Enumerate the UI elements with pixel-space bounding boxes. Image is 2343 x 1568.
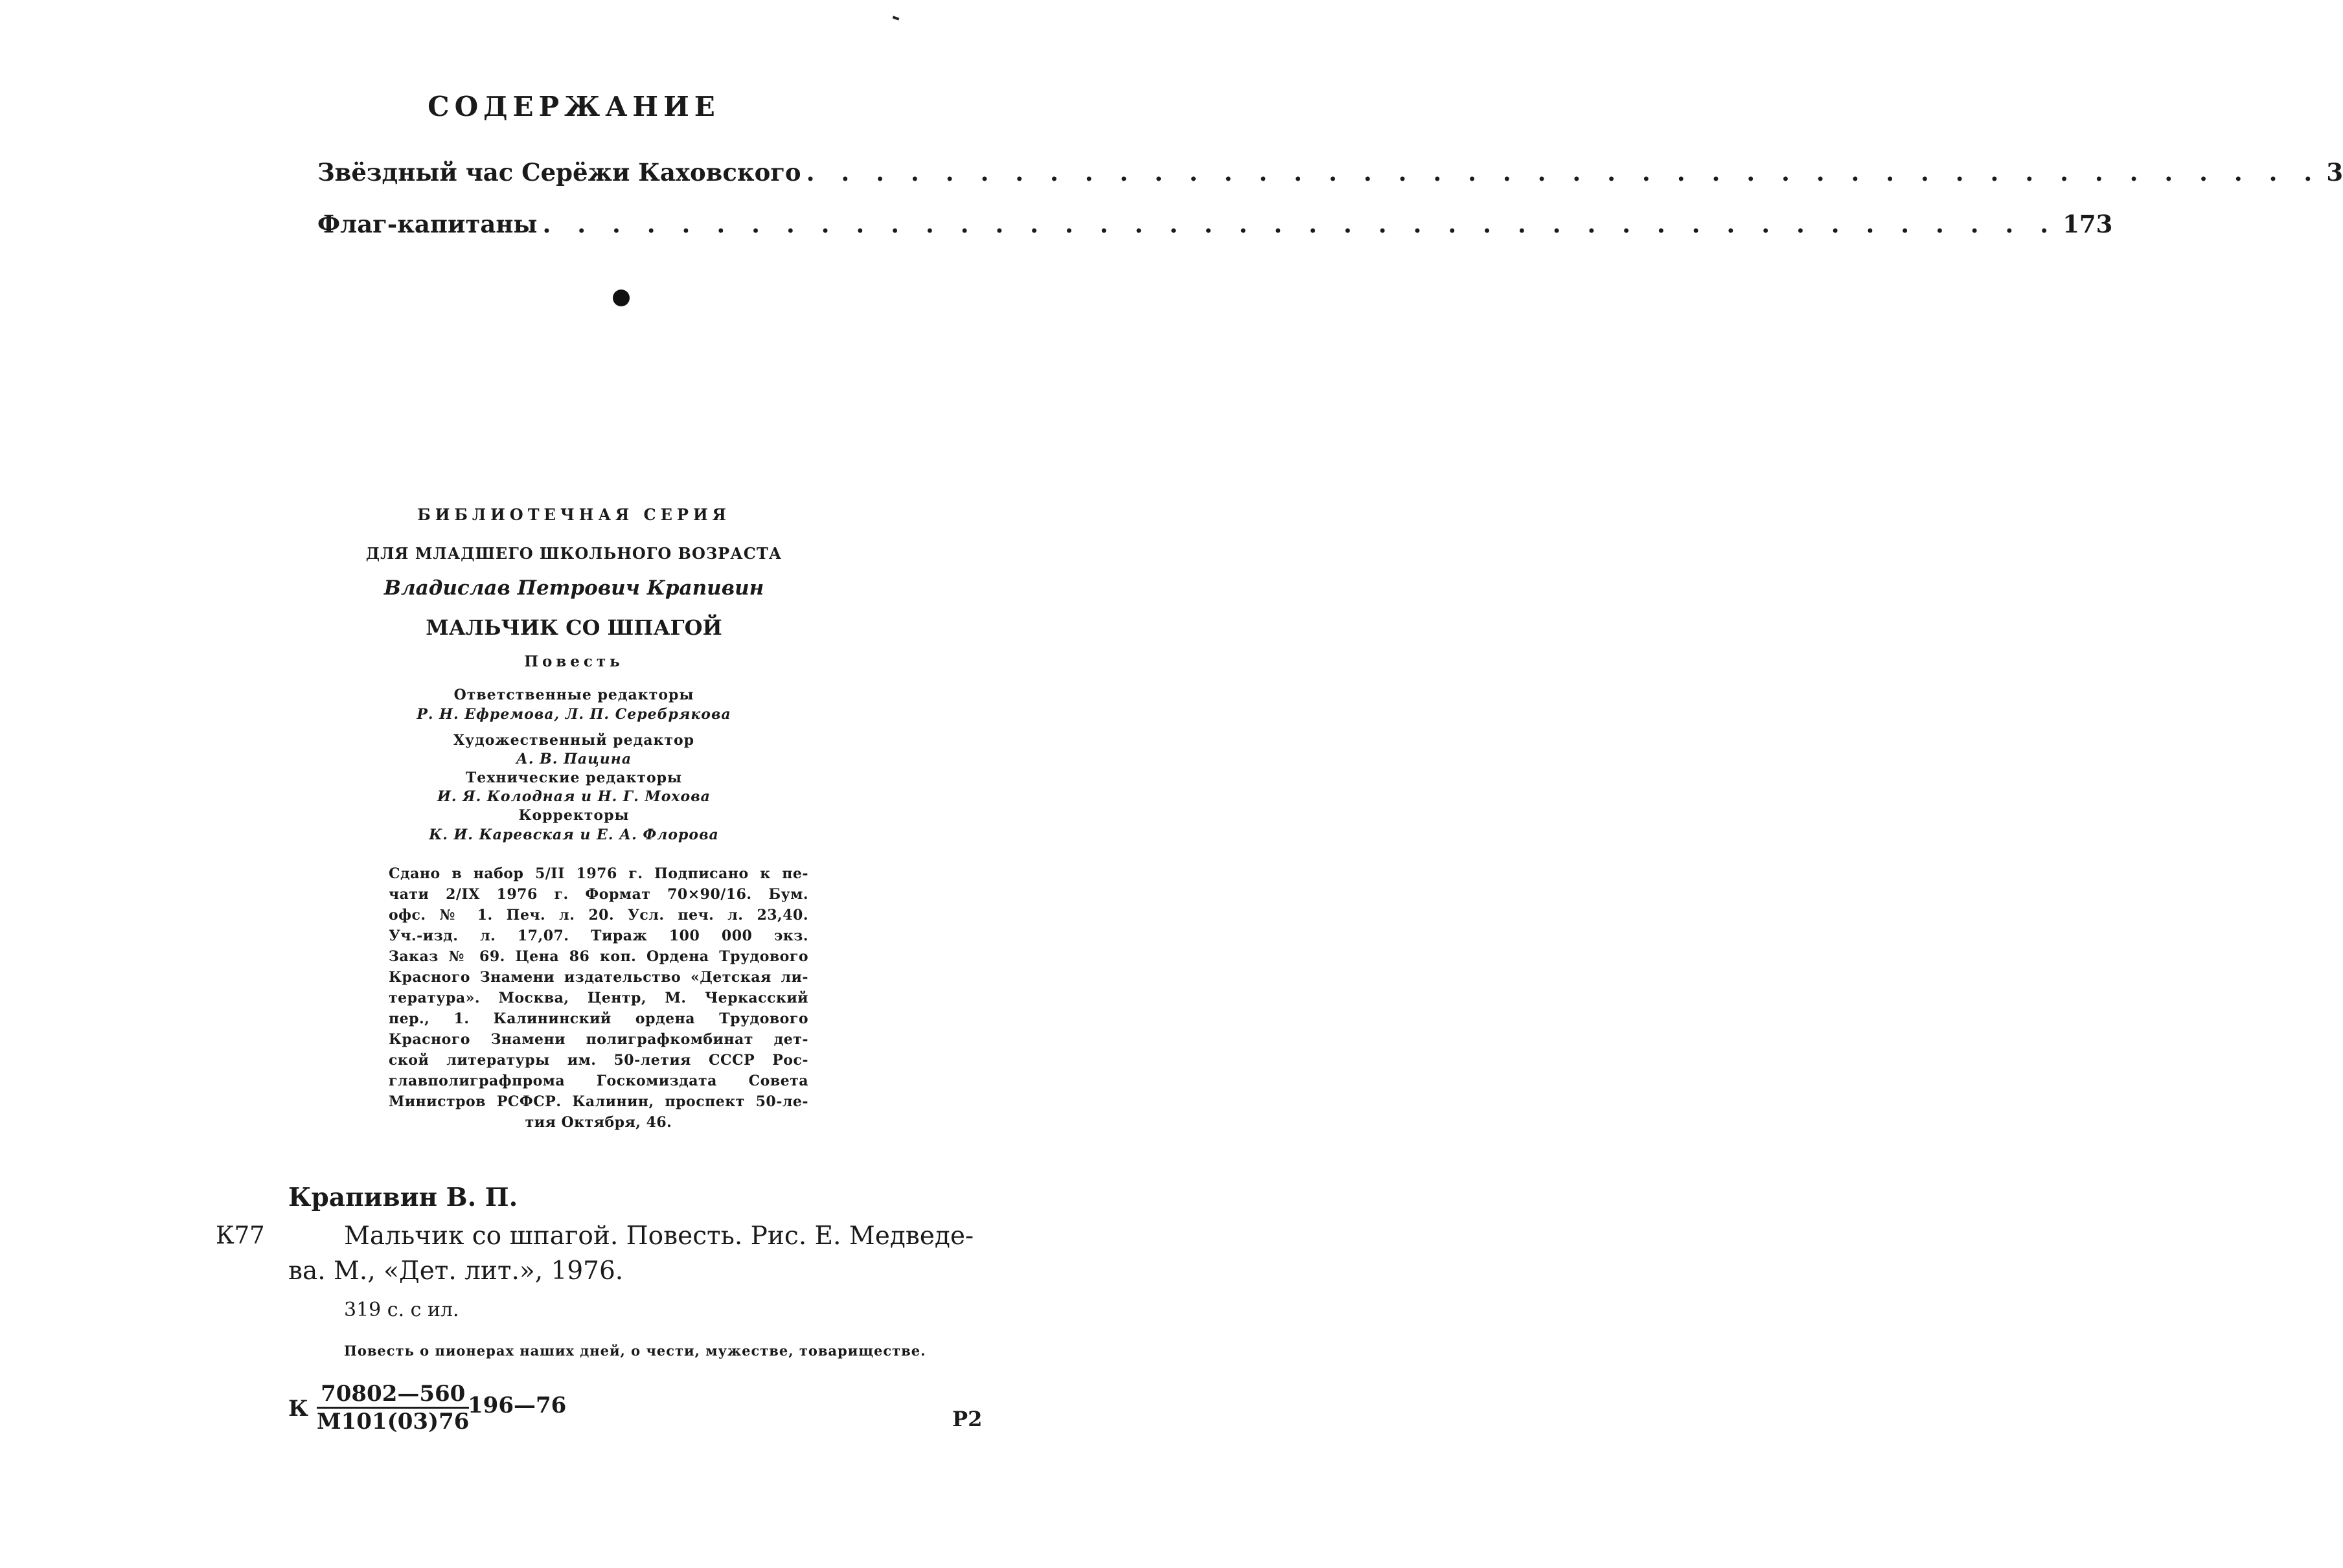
publication-line: главполиграфпрома Госкомиздата Совета	[389, 1073, 808, 1089]
catalog-pages: 319 с. с ил.	[344, 1299, 459, 1321]
publication-line: Министров РСФСР. Калинин, проспект 50-ле-	[389, 1093, 808, 1110]
publication-line: Красного Знамени издательство «Детская ли-	[389, 969, 808, 986]
credit-names: К. И. Каревская и Е. А. Флорова	[429, 826, 719, 843]
catalog-index-prefix: К	[288, 1396, 308, 1422]
credit-names: А. В. Пацина	[516, 751, 632, 767]
contents-heading: СОДЕРЖАНИЕ	[428, 91, 720, 122]
publication-line: Уч.-изд. л. 17,07. Тираж 100 000 экз.	[389, 927, 808, 944]
credit-names: Р. Н. Ефремова, Л. П. Серебрякова	[417, 706, 731, 723]
catalog-classification: Р2	[952, 1407, 983, 1431]
catalog-description: ва. М., «Дет. лит.», 1976.	[288, 1256, 624, 1286]
catalog-index-denominator: М101(03)76	[317, 1409, 470, 1435]
catalog-index-numerator: 70802—560	[317, 1381, 469, 1409]
author-name: Владислав Петрович Крапивин	[383, 576, 764, 600]
series-name: БИБЛИОТЕЧНАЯ СЕРИЯ	[417, 505, 731, 524]
publication-details	[389, 863, 808, 1133]
scan-speck	[893, 16, 900, 20]
credit-role: Ответственные редакторы	[453, 687, 694, 703]
publication-line: тература». Москва, Центр, М. Черкасский	[389, 990, 808, 1006]
catalog-author-code: К77	[216, 1221, 265, 1249]
book-title: МАЛЬЧИК СО ШПАГОЙ	[426, 615, 722, 640]
publication-line: Красного Знамени полиграфкомбинат дет-	[389, 1031, 808, 1048]
catalog-index-suffix: 196—76	[468, 1392, 567, 1418]
credit-role: Корректоры	[518, 807, 630, 824]
leader-dots: . . . . . . . . . . . . . . . . . . . . . . . . . . . . . . . . . . . . . . . . . . . .	[542, 210, 2058, 238]
bullet-ornament	[613, 290, 630, 306]
publication-line: Сдано в набор 5/II 1976 г. Подписано к пе-	[389, 865, 808, 882]
publication-line: Заказ № 69. Цена 86 коп. Ордена Трудового	[389, 948, 808, 965]
contents-entry-title: Флаг-капитаны	[317, 210, 538, 238]
publication-line: чати 2/IX 1976 г. Формат 70×90/16. Бум.	[389, 886, 808, 903]
genre-label: Повесть	[524, 653, 624, 670]
contents-entry-title: Звёздный час Серёжи Каховского	[317, 158, 801, 187]
publication-line: тия Октября, 46.	[525, 1114, 672, 1131]
catalog-index-fraction	[317, 1381, 469, 1435]
publication-line: ской литературы им. 50-летия СССР Рос-	[389, 1052, 808, 1069]
credit-role: Художественный редактор	[453, 732, 695, 749]
contents-entry[interactable]	[317, 158, 2343, 187]
publication-line: офс. № 1. Печ. л. 20. Усл. печ. л. 23,40.	[389, 907, 808, 924]
series-subtitle: ДЛЯ МЛАДШЕГО ШКОЛЬНОГО ВОЗРАСТА	[365, 544, 783, 563]
catalog-author: Крапивин В. П.	[288, 1183, 518, 1212]
contents-entry[interactable]	[317, 210, 2113, 238]
contents-entry-page: 3	[2326, 158, 2343, 187]
catalog-summary: Повесть о пионерах наших дней, о чести, мужестве, товариществе.	[344, 1343, 926, 1359]
contents-entry-page: 173	[2063, 210, 2113, 238]
credit-role: Технические редакторы	[465, 769, 683, 786]
credit-names: И. Я. Колодная и Н. Г. Мохова	[437, 788, 711, 805]
publication-line: пер., 1. Калининский ордена Трудового	[389, 1010, 808, 1027]
catalog-description: Мальчик со шпагой. Повесть. Рис. Е. Медведе-	[344, 1221, 974, 1251]
leader-dots: . . . . . . . . . . . . . . . . . . . . . . . . . . . . . . . . . . . . . . . . . . . .	[806, 158, 2322, 187]
